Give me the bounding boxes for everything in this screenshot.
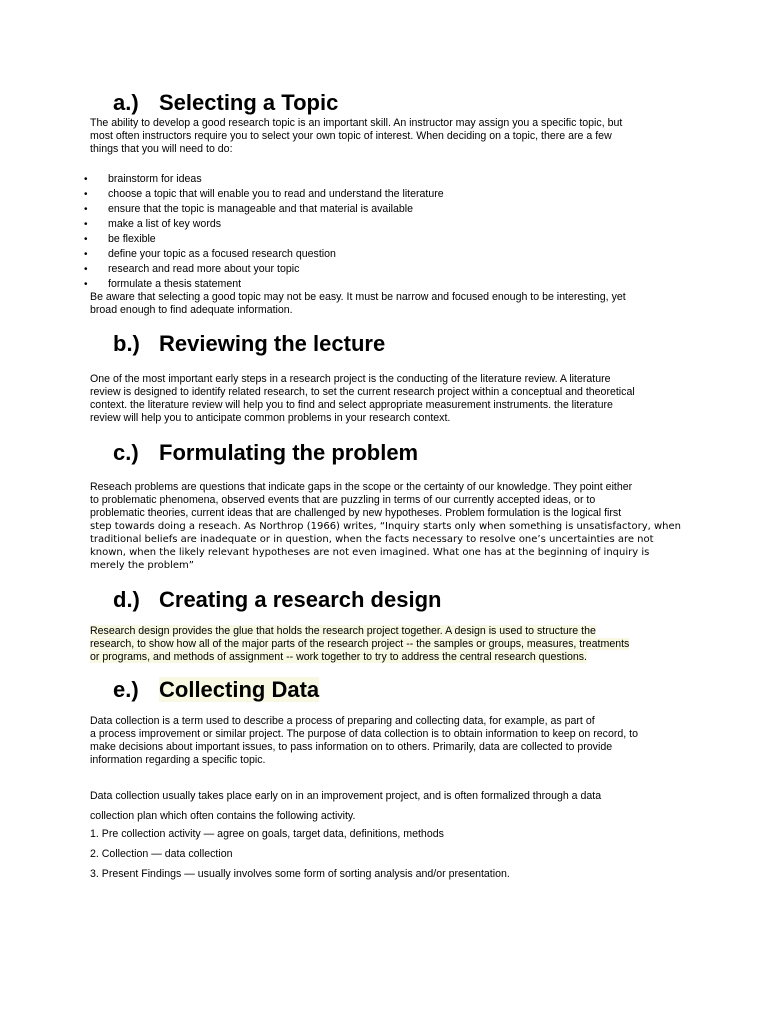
- list-item: • brainstorm for ideas: [84, 173, 202, 185]
- text-line: things that you will need to do:: [90, 143, 233, 155]
- list-item: • be flexible: [84, 233, 156, 245]
- text-line: problematic theories, current ideas that are challenged by new hypotheses. Problem formulation is the logical first: [90, 507, 622, 519]
- section-a-intro: [90, 117, 686, 156]
- bullet-icon: •: [84, 189, 88, 200]
- text-line: merely the problem”: [90, 560, 194, 571]
- text-line: broad enough to find adequate information.: [90, 304, 293, 316]
- list-item: • formulate a thesis statement: [84, 278, 242, 290]
- section-b-letter: b.): [113, 331, 140, 356]
- section-a-heading: [113, 90, 338, 116]
- section-e-body2: [90, 786, 686, 826]
- list-item: • choose a topic that will enable you to read and understand the literature: [84, 188, 444, 200]
- section-b-body: [90, 373, 686, 425]
- bullet-icon: •: [84, 174, 88, 185]
- text-line: research, to show how all of the major parts of the research project -- the samples or groups, measures, treatments: [90, 638, 630, 650]
- text-line: most often instructors require you to select your own topic of interest. When deciding on a topic, there are a few: [90, 130, 612, 142]
- section-c-quote: [90, 520, 686, 572]
- section-b-title: Reviewing the lecture: [159, 331, 386, 356]
- text-line: review is designed to identify related research, to set the current research project within a conceptual and theoretical: [90, 386, 635, 398]
- text-line: The ability to develop a good research topic is an important skill. An instructor may assign you a specific topic, but: [90, 117, 623, 129]
- step-item: 3. Present Findings — usually involves some form of sorting analysis and/or presentation.: [90, 868, 510, 880]
- section-c-heading: [113, 440, 418, 466]
- section-a-letter: a.): [113, 90, 139, 115]
- section-c-letter: c.): [113, 440, 139, 465]
- text-line: Research design provides the glue that holds the research project together. A design is used to structure the: [90, 625, 596, 637]
- text-line: Reseach problems are questions that indicate gaps in the scope or the certainty of our knowledge. They point either: [90, 481, 633, 493]
- text-line: to problematic phenomena, observed events that are puzzling in terms of our currently accepted ideas, or to: [90, 494, 596, 506]
- text-line: information regarding a specific topic.: [90, 754, 266, 766]
- text-line: review will help you to anticipate common problems in your research context.: [90, 412, 451, 424]
- section-e-title: Collecting Data: [159, 677, 320, 702]
- bullet-icon: •: [84, 234, 88, 245]
- section-d-letter: d.): [113, 587, 140, 612]
- bullet-icon: •: [84, 219, 88, 230]
- section-a-title: Selecting a Topic: [159, 90, 339, 115]
- list-item: • define your topic as a focused research question: [84, 248, 336, 260]
- text-line: step towards doing a reseach. As Northrop (1966) writes, “Inquiry starts only when something is unsatisfactory, when: [90, 521, 681, 532]
- section-d-heading: [113, 587, 441, 613]
- bullet-icon: •: [84, 249, 88, 260]
- section-e-heading: [113, 677, 319, 703]
- step-item: 2. Collection — data collection: [90, 848, 233, 860]
- text-line: traditional beliefs are inadequate or in question, when the facts necessary to resolve one’s uncertainties are not: [90, 534, 654, 545]
- text-line: context. the literature review will help you to find and select appropriate measurement instruments. the literature: [90, 399, 613, 411]
- bullet-icon: •: [84, 279, 88, 290]
- section-e-body: [90, 715, 686, 767]
- text-line: or programs, and methods of assignment -- work together to try to address the central research questions.: [90, 651, 587, 663]
- section-d-body: [90, 625, 686, 664]
- text-line: Data collection usually takes place early on in an improvement project, and is often formalized through a data: [90, 790, 602, 802]
- section-e-letter: e.): [113, 677, 139, 702]
- section-d-title: Creating a research design: [159, 587, 442, 612]
- bullet-icon: •: [84, 204, 88, 215]
- section-b-heading: [113, 331, 385, 357]
- text-line: collection plan which often contains the following activity.: [90, 810, 356, 822]
- text-line: One of the most important early steps in a research project is the conducting of the literature review. A literature: [90, 373, 611, 385]
- text-line: Be aware that selecting a good topic may not be easy. It must be narrow and focused enough to be interesting, yet: [90, 291, 626, 303]
- step-item: 1. Pre collection activity — agree on goals, target data, definitions, methods: [90, 828, 444, 840]
- topic-checklist: [84, 172, 444, 292]
- list-item: • make a list of key words: [84, 218, 222, 230]
- section-c-body: [90, 481, 686, 520]
- text-line: known, when the likely relevant hypotheses are not even imagined. What one has at the beginning of inquiry is: [90, 547, 650, 558]
- bullet-icon: •: [84, 264, 88, 275]
- text-line: Data collection is a term used to describe a process of preparing and collecting data, for example, as part of: [90, 715, 595, 727]
- section-c-title: Formulating the problem: [159, 440, 419, 465]
- text-line: a process improvement or similar project. The purpose of data collection is to obtain information to keep on record, to: [90, 728, 639, 740]
- list-item: • ensure that the topic is manageable and that material is available: [84, 203, 414, 215]
- text-line: make decisions about important issues, to pass information on to others. Primarily, data are collected to provide: [90, 741, 613, 753]
- section-a-outro: [90, 291, 686, 317]
- list-item: • research and read more about your topic: [84, 263, 300, 275]
